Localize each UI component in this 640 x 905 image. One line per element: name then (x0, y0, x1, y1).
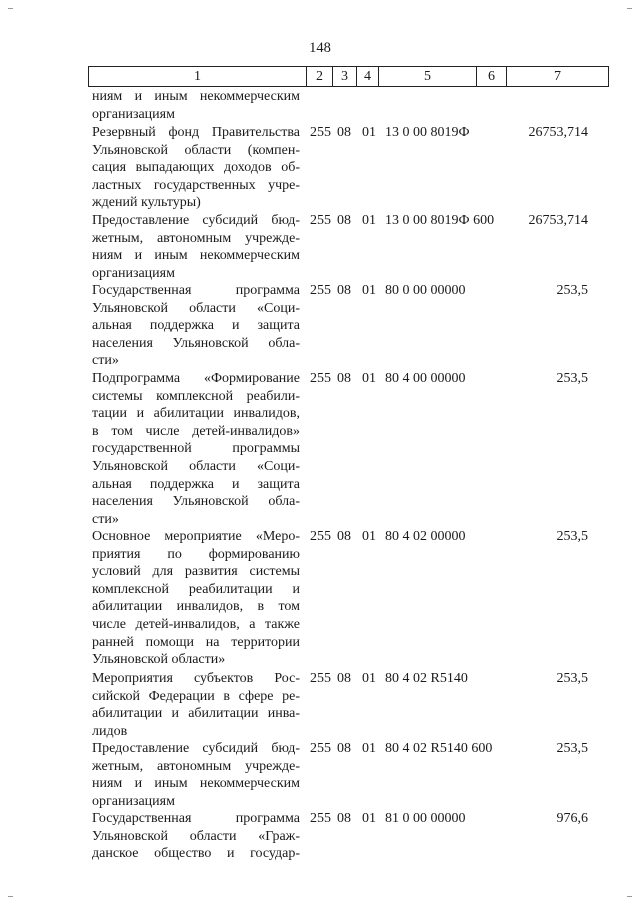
column-header: 3 (333, 67, 357, 87)
column-header-row (88, 66, 609, 87)
target-article-code (385, 810, 466, 828)
target-article-code-text: 81 0 00 00000 (385, 811, 466, 826)
description-line: сти» (92, 511, 119, 527)
row-description (92, 124, 300, 212)
description-line: числе детей-инвалидов, а также (92, 616, 300, 632)
amount-value: 26753,714 (528, 213, 588, 228)
target-article-code-text: 80 4 00 00000 (385, 371, 466, 386)
target-article-code (385, 212, 494, 230)
chapter-code: 255 (310, 741, 331, 756)
description-line: населения Ульяновской обла- (92, 494, 300, 510)
description-line: Ульяновской области «Соци- (92, 458, 300, 474)
amount-value: 253,5 (556, 283, 588, 298)
description-line: данское общество и государ- (92, 846, 300, 862)
target-article-code-text: 13 0 00 8019Ф (385, 213, 470, 228)
subsection-code: 01 (362, 741, 376, 756)
row-description (92, 370, 300, 528)
chapter-code: 255 (310, 213, 331, 228)
column-header: 6 (477, 67, 507, 87)
row-description (92, 212, 300, 282)
description-line: альная поддержка и защита (92, 318, 300, 334)
target-article-code (385, 370, 466, 388)
description-line: комплексной реабилитации и (92, 581, 300, 597)
description-line: жетным, автономным учрежде- (92, 230, 300, 246)
section-code: 08 (337, 213, 351, 228)
description-line: альная поддержка и защита (92, 476, 300, 492)
description-line: Предоставление субсидий бюд- (92, 213, 300, 228)
chapter-code: 255 (310, 125, 331, 140)
amount-value: 253,5 (556, 671, 588, 686)
row-description (92, 740, 300, 810)
scan-corner-mark (627, 896, 632, 897)
target-article-code-text: 80 4 02 R5140 (385, 741, 468, 756)
section-code: 08 (337, 811, 351, 826)
description-line: абилитации инвалидов, в том (92, 599, 300, 615)
description-line: абилитации и абилитации инва- (92, 706, 300, 722)
description-line: Государственная программа (92, 283, 300, 298)
description-line: Ульяновской области «Соци- (92, 300, 300, 316)
page-number: 148 (309, 40, 331, 56)
section-code: 08 (337, 283, 351, 298)
description-line: Государственная программа (92, 811, 300, 826)
description-line: ждений культуры) (92, 195, 201, 211)
amount-value: 253,5 (556, 371, 588, 386)
subsection-code: 01 (362, 371, 376, 386)
row-description (92, 282, 300, 370)
description-line: в том числе детей-инвалидов» (92, 423, 300, 439)
row-description (92, 670, 300, 740)
description-line: сти» (92, 353, 119, 369)
column-header: 7 (507, 67, 609, 87)
expense-type-code: 600 (473, 213, 495, 228)
description-line: приятия по формированию (92, 546, 300, 562)
chapter-code: 255 (310, 371, 331, 386)
subsection-code: 01 (362, 529, 376, 544)
description-line: Ульяновской области «Граж- (92, 828, 300, 844)
description-line: населения Ульяновской обла- (92, 335, 300, 351)
chapter-code: 255 (310, 811, 331, 826)
scan-corner-mark (8, 8, 13, 9)
description-line: тации и абилитации инвалидов, (92, 406, 300, 422)
subsection-code: 01 (362, 125, 376, 140)
scan-corner-mark (8, 896, 13, 897)
section-code: 08 (337, 529, 351, 544)
target-article-code (385, 282, 466, 300)
description-line: ниям и иным некоммерческим (92, 89, 300, 104)
description-line: ниям и иным некоммерческим (92, 776, 300, 792)
section-code: 08 (337, 371, 351, 386)
description-line: ластных государственных учре- (92, 177, 300, 193)
subsection-code: 01 (362, 213, 376, 228)
subsection-code: 01 (362, 811, 376, 826)
subsection-code: 01 (362, 283, 376, 298)
description-line: жетным, автономным учрежде- (92, 758, 300, 774)
target-article-code (385, 124, 470, 142)
amount-value: 253,5 (556, 741, 588, 756)
section-code: 08 (337, 741, 351, 756)
description-line: лидов (92, 723, 128, 739)
description-line: Предоставление субсидий бюд- (92, 741, 300, 756)
amount-value: 976,6 (556, 811, 588, 826)
column-header: 1 (89, 67, 307, 87)
target-article-code-text: 80 4 02 00000 (385, 529, 466, 544)
target-article-code-text: 13 0 00 8019Ф (385, 125, 470, 140)
column-header: 4 (357, 67, 379, 87)
subsection-code: 01 (362, 671, 376, 686)
description-line: организациям (92, 793, 175, 809)
row-description (92, 88, 300, 123)
description-line: ранней помощи на территории (92, 634, 300, 650)
target-article-code (385, 670, 468, 688)
description-line: Основное мероприятие «Меро- (92, 529, 300, 544)
amount-value: 26753,714 (528, 125, 588, 140)
section-code: 08 (337, 671, 351, 686)
description-line: ниям и иным некоммерческим (92, 248, 300, 264)
column-header: 5 (379, 67, 477, 87)
row-description (92, 528, 300, 669)
chapter-code: 255 (310, 671, 331, 686)
chapter-code: 255 (310, 529, 331, 544)
description-line: сийской Федерации в сфере ре- (92, 688, 300, 704)
description-line: Мероприятия субъектов Рос- (92, 671, 300, 686)
description-line: системы комплексной реабили- (92, 388, 300, 404)
section-code: 08 (337, 125, 351, 140)
description-line: Ульяновской области» (92, 652, 226, 668)
description-line: условий для развития системы (92, 564, 300, 580)
target-article-code (385, 740, 492, 758)
amount-value: 253,5 (556, 529, 588, 544)
description-line: организациям (92, 265, 175, 281)
description-line: Подпрограмма «Формирование (92, 371, 300, 386)
description-line: государственной программы (92, 441, 300, 457)
scan-corner-mark (627, 8, 632, 9)
expense-type-code: 600 (471, 741, 493, 756)
description-line: Резервный фонд Правительства (92, 125, 300, 140)
target-article-code-text: 80 0 00 00000 (385, 283, 466, 298)
column-header: 2 (307, 67, 333, 87)
chapter-code: 255 (310, 283, 331, 298)
description-line: организациям (92, 106, 175, 122)
description-line: Ульяновской области (компен- (92, 142, 300, 158)
row-description (92, 810, 300, 863)
description-line: сация выпадающих доходов об- (92, 160, 300, 176)
target-article-code-text: 80 4 02 R5140 (385, 671, 468, 686)
target-article-code (385, 528, 466, 546)
